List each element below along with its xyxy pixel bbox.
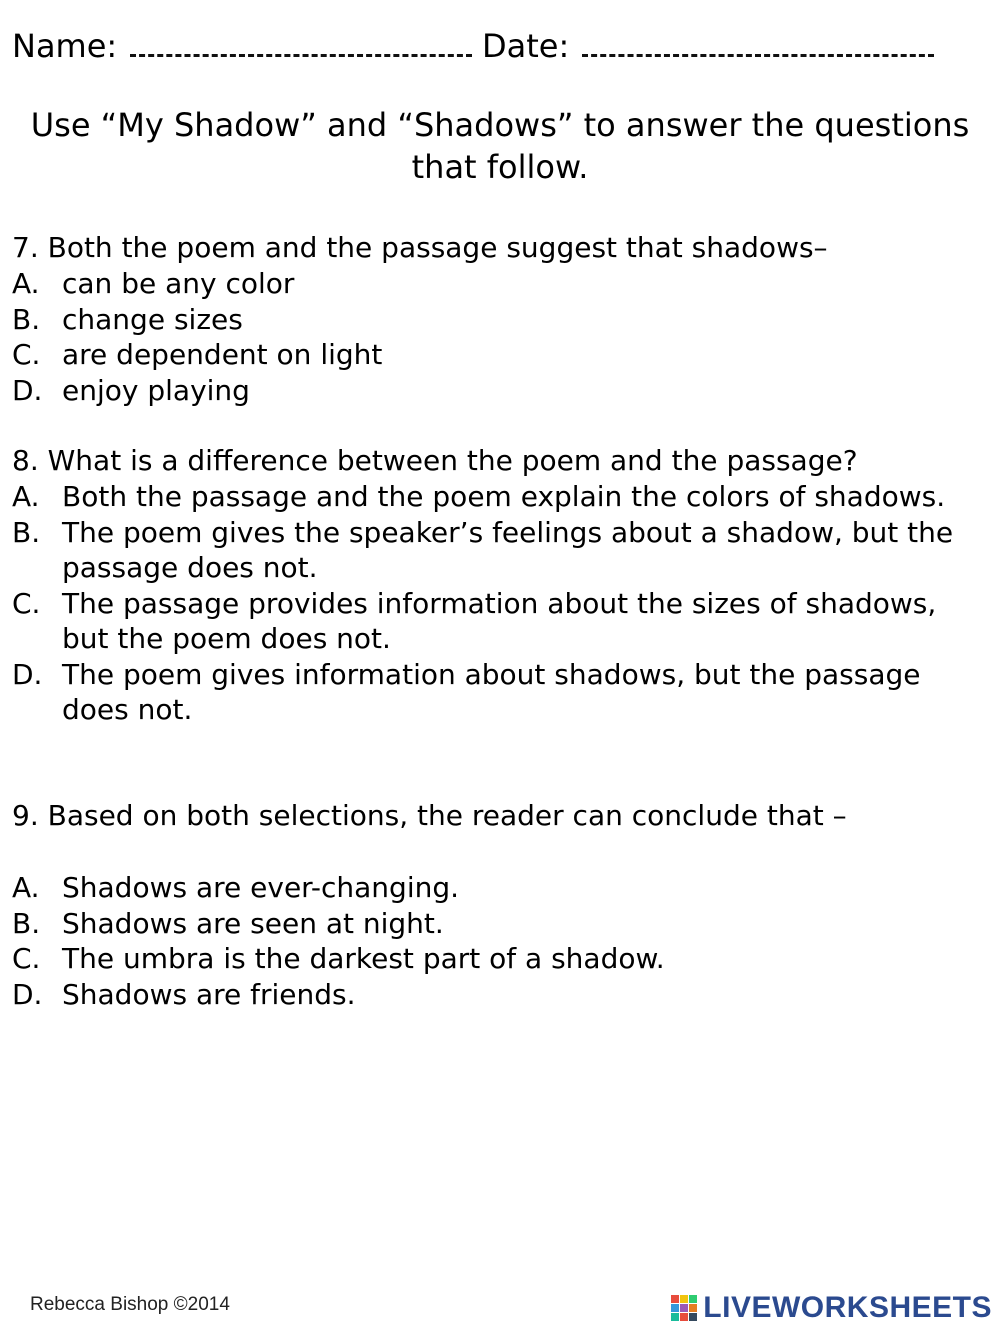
header-row [12,24,988,74]
option-text: change sizes [62,302,243,336]
option-9a [12,870,988,906]
option-8b [12,515,972,586]
option-9d [12,977,988,1013]
instructions: Use “My Shadow” and “Shadows” to answer the questions that follow. [30,106,970,186]
option-letter: C. [12,338,41,371]
option-text: The passage provides information about the sizes of shadows, but the poem does not. [62,586,937,655]
option-text: The poem gives information about shadows, but the passage does not. [62,657,921,726]
option-7d [12,373,988,409]
option-8c [12,586,972,657]
name-label: Name: [12,27,118,65]
question-9 [12,798,988,1012]
option-text: Shadows are ever-changing. [62,871,460,904]
option-7c [12,337,988,373]
option-letter: C. [12,586,41,620]
question-7 [12,230,988,408]
question-text: 8. What is a difference between the poem and the passage? [12,444,858,477]
date-label: Date: [482,27,570,65]
question-text: 7. Both the poem and the passage suggest that shadows– [12,231,828,264]
liveworksheets-logo-icon [671,1295,697,1321]
question-text: 9. Based on both selections, the reader can conclude that – [12,799,847,832]
option-9b [12,906,988,942]
option-7a [12,266,988,302]
date-blank-line [582,24,934,57]
option-8a [12,479,972,515]
question-8 [12,443,972,728]
option-text: can be any color [62,267,295,300]
option-9c [12,941,988,977]
option-letter: B. [12,302,41,336]
option-text: are dependent on light [62,338,383,371]
option-text: Shadows are friends. [62,977,356,1011]
copyright-credit: Rebecca Bishop ©2014 [30,1294,230,1315]
option-7b [12,302,988,338]
option-text: Shadows are seen at night. [62,906,444,940]
option-letter: A. [12,267,40,300]
option-text: The poem gives the speaker’s feelings about a shadow, but the passage does not. [62,515,954,584]
option-letter: D. [12,373,43,407]
spacer [12,834,988,870]
option-letter: B. [12,906,41,940]
option-text: Both the passage and the poem explain the colors of shadows. [62,480,946,513]
option-letter: D. [12,657,43,691]
option-letter: D. [12,977,43,1011]
brand-name: LIVEWORKSHEETS [703,1291,992,1324]
option-text: enjoy playing [62,373,250,407]
option-text: The umbra is the darkest part of a shadow. [62,942,665,975]
name-blank-line [130,24,472,57]
option-letter: A. [12,480,40,513]
liveworksheets-brand [671,1291,992,1325]
option-letter: C. [12,942,41,975]
option-8d [12,657,972,728]
option-letter: A. [12,871,40,904]
option-letter: B. [12,515,41,549]
